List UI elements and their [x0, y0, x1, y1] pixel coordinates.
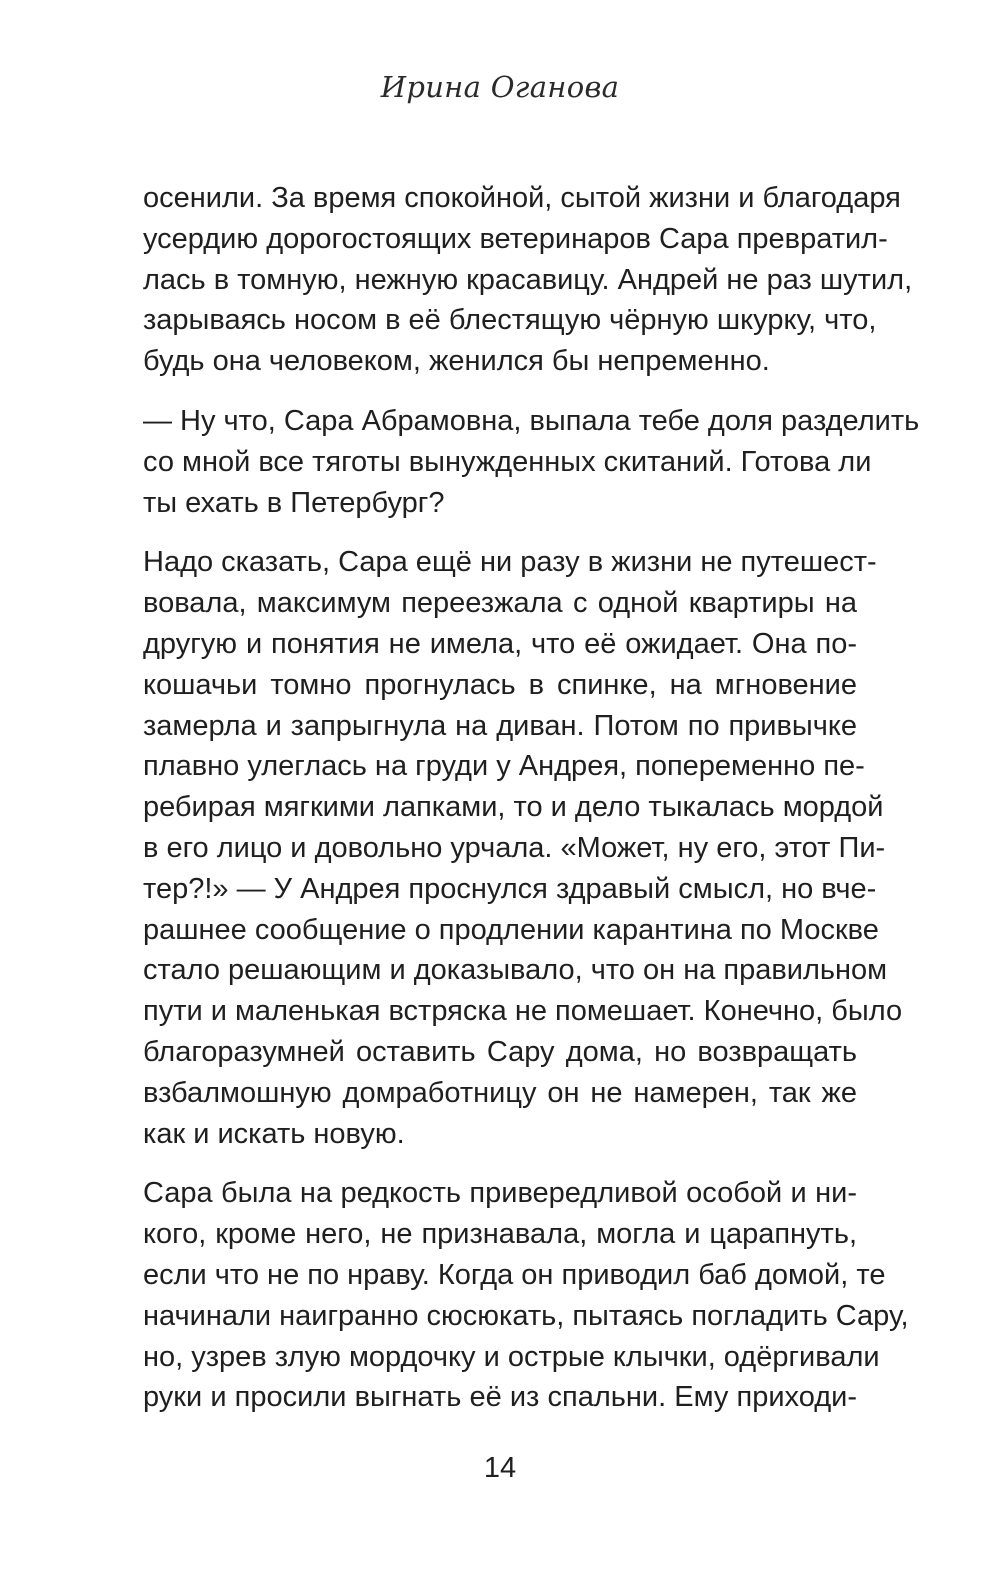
paragraph [143, 178, 913, 382]
text-line: кошачьи томно прогнулась в спинке, на мгновение [143, 668, 857, 701]
paragraph [143, 401, 920, 523]
text-line-split: усердию дорогостоящих ветеринаров Сара превратил- [143, 222, 888, 255]
text-line: взбалмошную домработницу он не намерен, так же [143, 1076, 857, 1109]
text-line: начинали наигранно сюсюкать, пытаясь погладить Сару, [143, 1299, 909, 1332]
text-line: — Ну что, Сара Абрамовна, выпала тебе доля разделить [143, 404, 920, 437]
text-line: другую и понятия не имела, что её ожидает. Она по- [143, 627, 857, 660]
text-line: руки и просили выгнать её из спальни. Ему приходи- [143, 1381, 857, 1414]
text-line: ребирая мягкими лапками, то и дело тыкалась мордой [143, 791, 884, 824]
text-line: ты ехать в Петербург? [143, 486, 445, 519]
text-line: Сара была на редкость привередливой особой и ни- [143, 1177, 857, 1210]
text-line: в его лицо и довольно урчала. «Может, ну его, этот Пи- [143, 831, 886, 864]
paragraph [143, 542, 903, 1154]
text-line: благоразумней оставить Сару дома, но возвращать [143, 1035, 857, 1068]
text-line: зарываясь носом в её блестящую чёрную шкурку, что, [143, 304, 877, 337]
text-line: как и искать новую. [143, 1117, 405, 1150]
text-line: будь она человеком, женился бы непременно. [143, 345, 770, 378]
text-line: вовала, максимум переезжала с одной квартиры на [143, 587, 857, 620]
page-number: 14 [483, 1452, 517, 1484]
text-line: но, узрев злую мордочку и острые клычки, одёргивали [143, 1340, 880, 1373]
body-text [143, 178, 920, 1418]
running-header-author: Ирина Оганова [380, 70, 620, 104]
text-line [143, 219, 888, 260]
text-line: тер?!» — У Андрея проснулся здравый смысл, но вче- [143, 872, 877, 905]
paragraph-gap [143, 382, 857, 401]
text-line: плавно улеглась на груди у Андрея, попеременно пе- [143, 750, 865, 783]
text-line: кого, кроме него, не признавала, могла и царапнуть, [143, 1218, 857, 1251]
paragraph [143, 1173, 909, 1418]
paragraph-gap [143, 1154, 857, 1173]
text-line: рашнее сообщение о продлении карантина по Москве [143, 913, 879, 946]
text-line: пути и маленькая встряска не помешает. Конечно, было [143, 995, 903, 1028]
text-line: стало решающим и доказывало, что он на правильном [143, 954, 888, 987]
text-line: со мной все тяготы вынужденных скитаний. Готова ли [143, 445, 872, 478]
text-line: если что не по нраву. Когда он приводил баб домой, те [143, 1258, 886, 1291]
text-line: замерла и запрыгнула на диван. Потом по привычке [143, 709, 857, 742]
text-line [143, 260, 913, 301]
text-line: осенили. За время спокойной, сытой жизни и благодаря [143, 182, 901, 214]
text-line: Надо сказать, Сара ещё ни разу в жизни не путешест- [143, 546, 877, 579]
text-line-split: лась в томную, нежную красавицу. Андрей не раз шутил, [143, 263, 913, 296]
paragraph-gap [143, 523, 857, 542]
